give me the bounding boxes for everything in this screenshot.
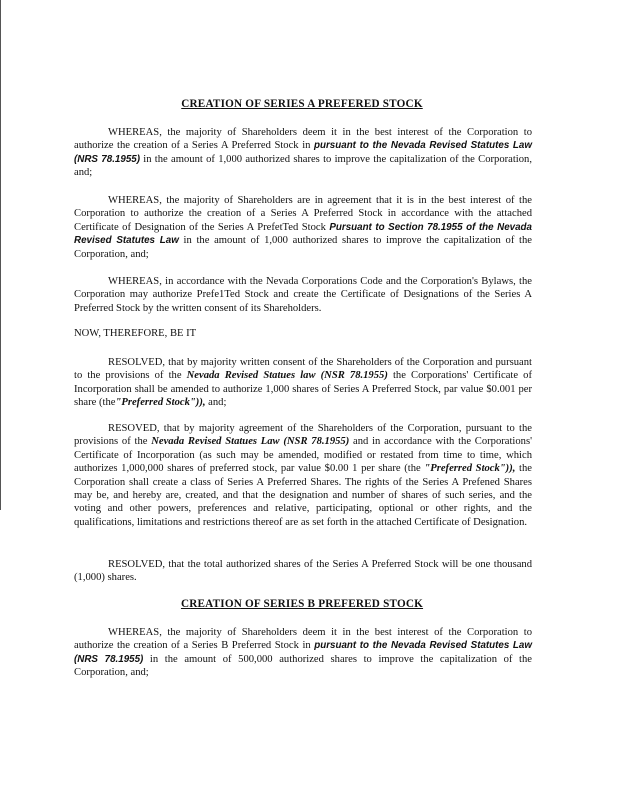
- paragraph-whereas-series-b: [74, 626, 532, 680]
- paragraph-resolved-2: [74, 558, 532, 585]
- text: RESOLVED, that the total authorized shares of the Series A Preferred Stock will be one thousand (1,000) shares.: [74, 559, 532, 584]
- text: WHEREAS, the majority of Shareholders deem it in the best interest of the Corporation to authorize the creation of a Series B Preferred Stock in: [74, 627, 532, 652]
- paragraph-resoved: [74, 422, 532, 529]
- now-therefore-line: NOW, THEREFORE, BE IT: [74, 328, 197, 339]
- paragraph-whereas-1: [74, 126, 532, 180]
- text: and in accordance with the Corporations' Certificate of Incorporation (as such may be amended, modified or restated from time to time, which authorizes 1,000,000 shares of preferred stock, par value $0.00 1 per share (the: [74, 436, 533, 475]
- paragraph-whereas-3: [74, 275, 532, 315]
- text: in the amount of 1,000 authorized shares to improve the capitalization of the Corporation, and;: [74, 235, 532, 260]
- emphasis-text: pursuant to the Nevada Revised Statutes Law (NRS 78.1955): [74, 140, 532, 165]
- heading-series-b: CREATION OF SERIES B PREFERED STOCK: [180, 598, 424, 610]
- heading-series-a: CREATION OF SERIES A PREFERED STOCK: [181, 98, 423, 110]
- text: WHEREAS, in accordance with the Nevada Corporations Code and the Corporation's Bylaws, the Corporation may authorize Prefe1Ted Stock and create the Certificate of Designations of the Series A Preferred Stock by the written consent of its Shareholders.: [74, 276, 532, 314]
- paragraph-resolved-1: [74, 356, 532, 410]
- emphasis-text: Nevada Revised Statues Law (NSR 78.1955): [151, 436, 350, 448]
- text: the Corporation shall create a class of Series A Preferred Shares. The rights of the Series A Prefened Shares may be, and hereby are, created, and that the designation and number of shares of such series, and the voting and other powers, preferences and relative, participating, optional or other rights, and the qualifications, limitations and restrictions thereof are as set forth in the attached Certificate of Designation.: [74, 463, 532, 528]
- emphasis-text: "Preferred Stock")),: [424, 463, 516, 475]
- emphasis-text: Nevada Revised Statues law (NSR 78.1955): [186, 370, 388, 382]
- emphasis-text: pursuant to the Nevada Revised Statutes Law (NRS 78.1955): [74, 640, 532, 665]
- text: in the amount of 1,000 authorized shares to improve the capitalization of the Corporation, and;: [74, 153, 532, 179]
- text: RESOVED, that by majority agreement of the Shareholders of the Corporation, pursuant to the provisions of the: [74, 423, 532, 448]
- emphasis-text: "Preferred Stock")),: [115, 397, 206, 409]
- emphasis-text: Pursuant to Section 78.1955 of the Nevada Revised Statutes Law: [74, 221, 532, 247]
- text: RESOLVED, that by majority written consent of the Shareholders of the Corporation and pursuant to the provisions of the: [74, 357, 532, 382]
- text: in the amount of 500,000 authorized shares to improve the capitalization of the Corporation, and;: [74, 653, 532, 679]
- text: WHEREAS, the majority of Shareholders are in agreement that it is in the best interest of the Corporation to authorize the creation of a Series A Preferred Stock in accordance with the attached Certificate of Designation of the Series A PrefetTed Stock: [74, 195, 532, 233]
- text: and;: [205, 397, 227, 409]
- paragraph-whereas-2: [74, 194, 532, 261]
- text: the Corporations' Certificate of Incorporation shall be amended to authorize 1,000 shares of Series A Preferred Stock, par value $0.001 per share (the: [74, 370, 532, 409]
- text: WHEREAS, the majority of Shareholders deem it in the best interest of the Corporation to authorize the creation of a Series A Preferred Stock in: [74, 127, 532, 152]
